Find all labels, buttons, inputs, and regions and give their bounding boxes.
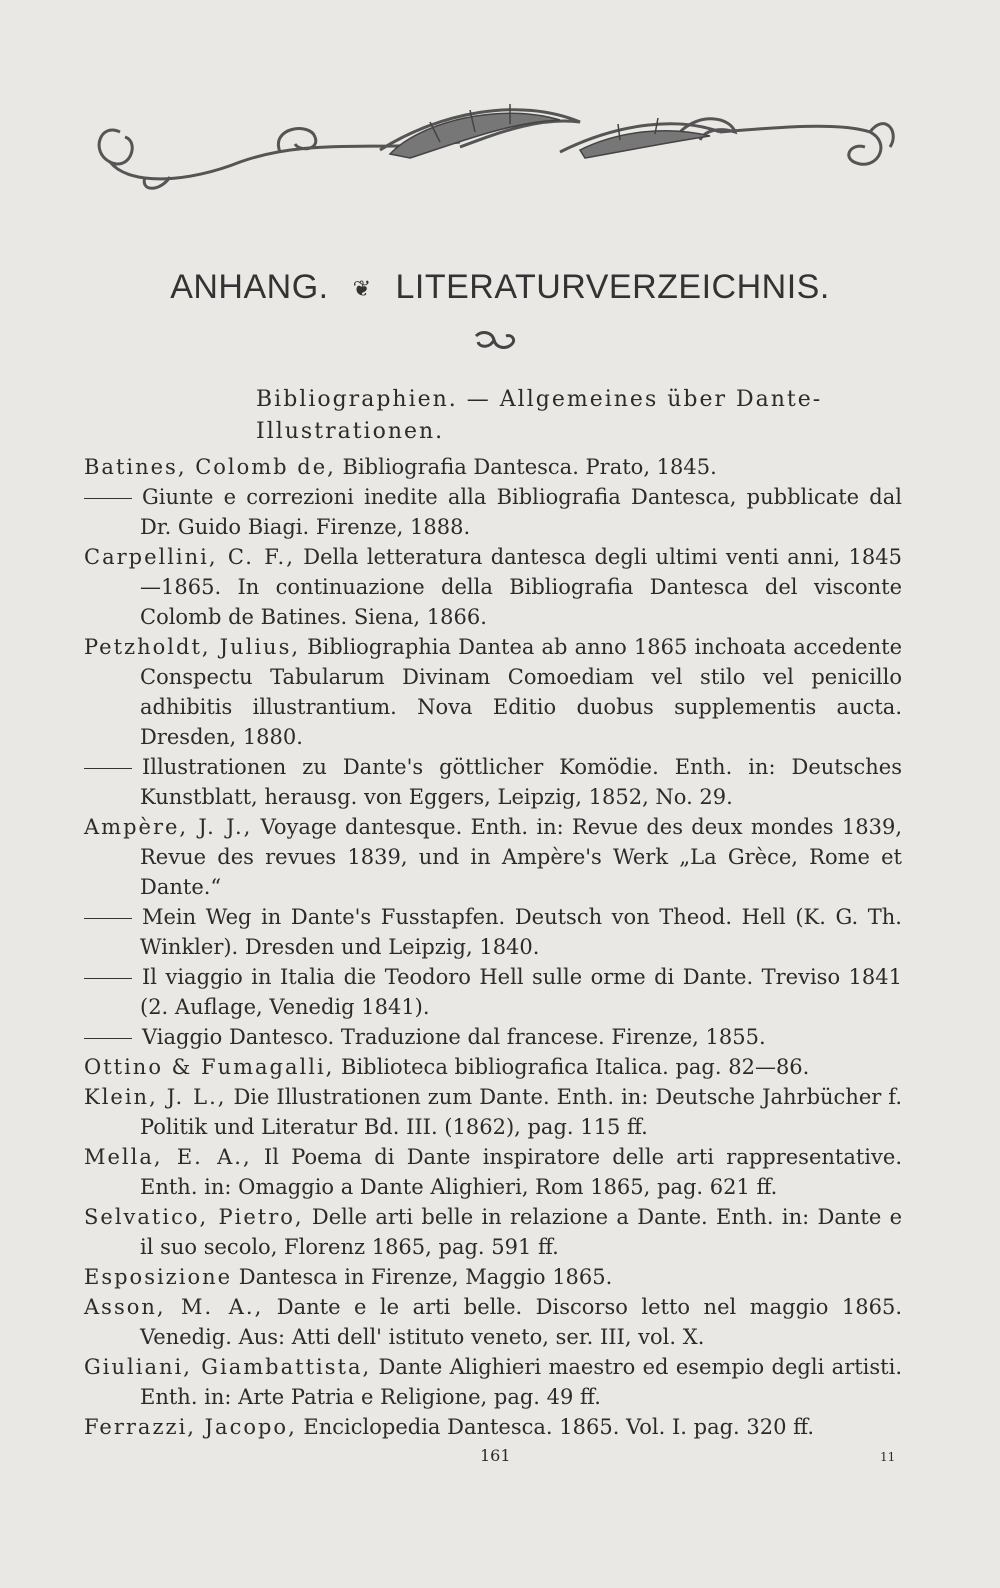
entry-author: Ampère, J. J., <box>84 815 253 839</box>
bib-entry <box>84 1082 902 1142</box>
entry-text: Illustrationen zu Dante's göttlicher Komödie. Enth. in: Deutsches Kunstblatt, herausg. von Eggers, Leipzig, 1852, No. 29. <box>140 755 902 809</box>
entry-text: Dante Alighieri maestro ed esempio degli artisti. Enth. in: Arte Patria e Religione, pag. 49 ff. <box>140 1355 902 1409</box>
bib-entry <box>84 452 902 482</box>
bib-entry <box>84 1352 902 1412</box>
entry-author: Petzholdt, Julius, <box>84 635 301 659</box>
floral-ornament <box>80 92 900 202</box>
section-heading-line1: Bibliographien. — Allgemeines über Dante- <box>256 387 823 412</box>
ditto-dash <box>84 768 132 769</box>
entry-text: Mein Weg in Dante's Fusstapfen. Deutsch von Theod. Hell (K. G. Th. Winkler). Dresden und Leipzig, 1840. <box>140 905 902 959</box>
bib-entry <box>84 482 902 542</box>
ditto-dash <box>84 918 132 919</box>
ditto-dash <box>84 1038 132 1039</box>
entry-author: Ferrazzi, Jacopo, <box>84 1415 297 1439</box>
bib-entry <box>84 632 902 752</box>
entry-author: Carpellini, C. F., <box>84 545 295 569</box>
entry-text: Bibliographia Dantea ab anno 1865 inchoata accedente Conspectu Tabularum Divinam Comoediam vel stilo vel penicillo adhibitis illustrantium. Nova Editio duobus supplementis aucta. Dresden, 1880. <box>140 635 902 749</box>
bib-entry <box>84 1202 902 1262</box>
entry-author: Esposizione <box>84 1265 233 1289</box>
entry-text: Viaggio Dantesco. Traduzione dal francese. Firenze, 1855. <box>142 1025 766 1049</box>
signature-mark: 11 <box>880 1450 896 1464</box>
entry-author: Mella, E. A., <box>84 1145 252 1169</box>
bib-entry <box>84 542 902 632</box>
entry-author: Giuliani, Giambattista, <box>84 1355 372 1379</box>
entry-text: Delle arti belle in relazione a Dante. Enth. in: Dante e il suo secolo, Florenz 1865, pag. 591 ff. <box>140 1205 903 1259</box>
entry-text: Die Illustrationen zum Dante. Enth. in: Deutsche Jahrbücher f. Politik und Literatur Bd. III. (1862), pag. 115 ff. <box>140 1085 902 1139</box>
entry-text: Il viaggio in Italia die Teodoro Hell sulle orme di Dante. Treviso 1841 (2. Auflage, Venedig 1841). <box>140 965 902 1019</box>
entry-author: Klein, J. L., <box>84 1085 227 1109</box>
entry-text: Dante e le arti belle. Discorso letto nel maggio 1865. Venedig. Aus: Atti dell' istituto veneto, ser. III, vol. X. <box>140 1295 902 1349</box>
swirl-ornament-icon <box>472 328 518 354</box>
bib-entry <box>84 1022 902 1052</box>
leaf-dingbat-icon: ❦ <box>352 276 372 301</box>
entry-author: Selvatico, Pietro, <box>84 1205 304 1229</box>
entry-author: Asson, M. A., <box>84 1295 264 1319</box>
bibliography-list <box>84 452 902 1442</box>
page-number: 161 <box>480 1446 511 1465</box>
entry-text: Della letteratura dantesca degli ultimi venti anni, 1845—1865. In continuazione della Bibliografia Dantesca del visconte Colomb de Batines. Siena, 1866. <box>140 545 902 629</box>
section-heading <box>256 384 856 448</box>
bib-entry <box>84 812 902 902</box>
entry-text: Il Poema di Dante inspiratore delle arti rappresentative. Enth. in: Omaggio a Dante Alighieri, Rom 1865, pag. 621 ff. <box>140 1145 902 1199</box>
page-footer <box>0 1446 1000 1476</box>
bib-entry <box>84 1142 902 1202</box>
ditto-dash <box>84 498 132 499</box>
entry-text: Dantesca in Firenze, Maggio 1865. <box>232 1265 613 1289</box>
entry-text: Voyage dantesque. Enth. in: Revue des deux mondes 1839, Revue des revues 1839, und in Ampère's Werk „La Grèce, Rome et Dante.“ <box>140 815 903 899</box>
bib-entry <box>84 752 902 812</box>
entry-text: Giunte e correzioni inedite alla Bibliografia Dantesca, pubblicate dal Dr. Guido Biagi. Firenze, 1888. <box>140 485 902 539</box>
bib-entry <box>84 1292 902 1352</box>
page-title <box>0 268 1000 307</box>
bib-entry <box>84 902 902 962</box>
bib-entry <box>84 1412 902 1442</box>
section-heading-line2: Illustrationen. <box>256 419 445 444</box>
entry-text: Bibliografia Dantesca. Prato, 1845. <box>335 455 717 479</box>
bib-entry <box>84 1052 902 1082</box>
bib-entry <box>84 962 902 1022</box>
bib-entry <box>84 1262 902 1292</box>
title-anhang: ANHANG. <box>170 268 329 306</box>
ditto-dash <box>84 978 132 979</box>
entry-author: Batines, Colomb de, <box>84 455 336 479</box>
entry-text: Biblioteca bibliografica Italica. pag. 82—86. <box>334 1055 810 1079</box>
title-literaturverzeichnis: LITERATURVERZEICHNIS. <box>395 268 830 306</box>
entry-author: Ottino & Fumagalli, <box>84 1055 335 1079</box>
entry-text: Enciclopedia Dantesca. 1865. Vol. I. pag. 320 ff. <box>296 1415 815 1439</box>
